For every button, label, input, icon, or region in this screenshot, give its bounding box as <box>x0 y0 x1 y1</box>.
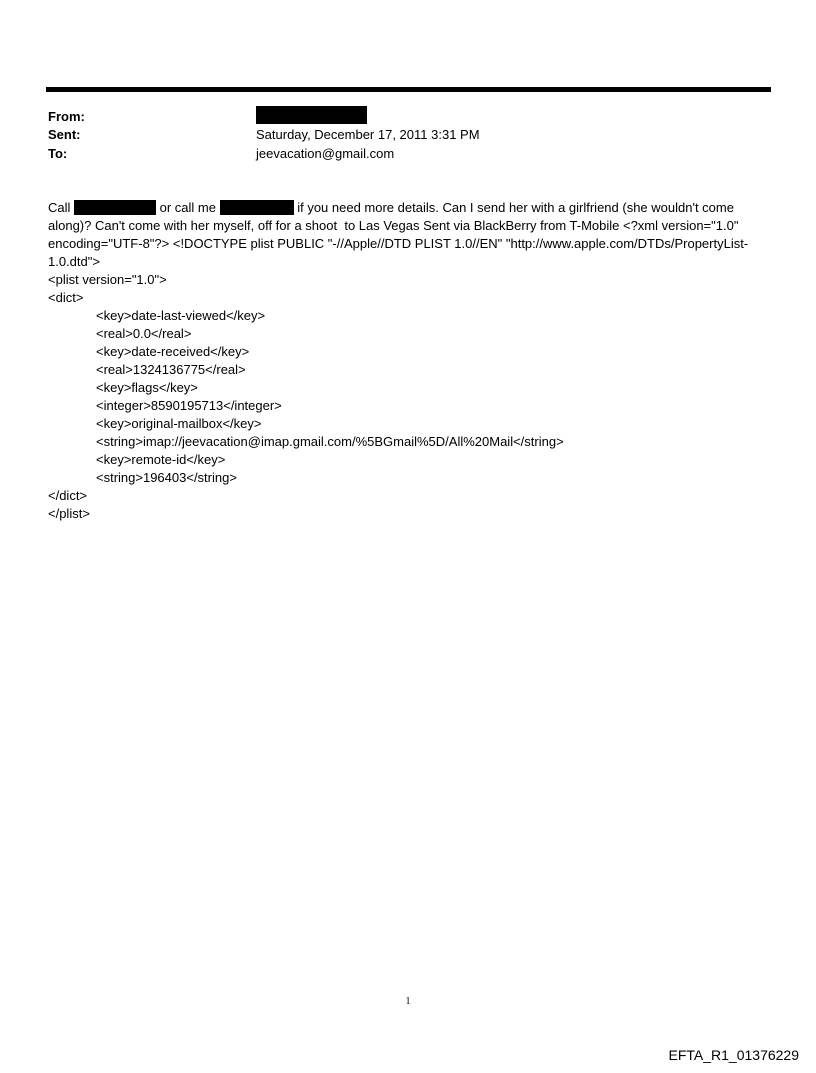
redaction-1 <box>74 200 156 215</box>
xml-plist-close: </plist> <box>48 506 90 521</box>
xml-line-9: <key>remote-id</key> <box>96 452 226 467</box>
sent-value: Saturday, December 17, 2011 3:31 PM <box>256 127 480 142</box>
body-seg-1: Call <box>48 200 75 215</box>
xml-line-4: <real>1324136775</real> <box>96 362 246 377</box>
xml-line-3: <key>date-received</key> <box>96 344 250 359</box>
sent-label: Sent: <box>48 127 81 142</box>
body-seg-2: or call me <box>156 200 220 215</box>
header-rule <box>46 87 771 92</box>
xml-dict-open: <dict> <box>48 290 84 305</box>
xml-line-5: <key>flags</key> <box>96 380 198 395</box>
to-label: To: <box>48 146 68 161</box>
bates-number: EFTA_R1_01376229 <box>668 1047 799 1063</box>
xml-plist-open: <plist version="1.0"> <box>48 272 167 287</box>
body-seg-3: if you need more details. Can I send her with a girlfriend (she wouldn't come along)? Can't come with her myself, off for a shoot to Las Vegas Sent via BlackBerry from T-Mobile <?xml version="1.0" encoding="UTF-8"?> <!DOCTYPE plist PUBLIC "-//Apple//DTD PLIST 1.0//EN" "http://www.apple.com/DTDs/PropertyList-1.0.dtd"> <box>48 200 749 269</box>
xml-line-1: <key>date-last-viewed</key> <box>96 308 266 323</box>
xml-dict-close: </dict> <box>48 488 88 503</box>
xml-line-6: <integer>8590195713</integer> <box>96 398 282 413</box>
to-value: jeevacation@gmail.com <box>256 146 395 161</box>
message-body <box>48 199 778 271</box>
from-label: From: <box>48 109 85 124</box>
redaction-2 <box>220 200 294 215</box>
xml-line-7: <key>original-mailbox</key> <box>96 416 262 431</box>
page-number: 1 <box>405 996 411 1007</box>
xml-line-10: <string>196403</string> <box>96 470 237 485</box>
xml-line-8: <string>imap://jeevacation@imap.gmail.com/%5BGmail%5D/All%20Mail</string> <box>96 434 564 449</box>
xml-line-2: <real>0.0</real> <box>96 326 192 341</box>
from-value-redacted <box>256 106 367 125</box>
